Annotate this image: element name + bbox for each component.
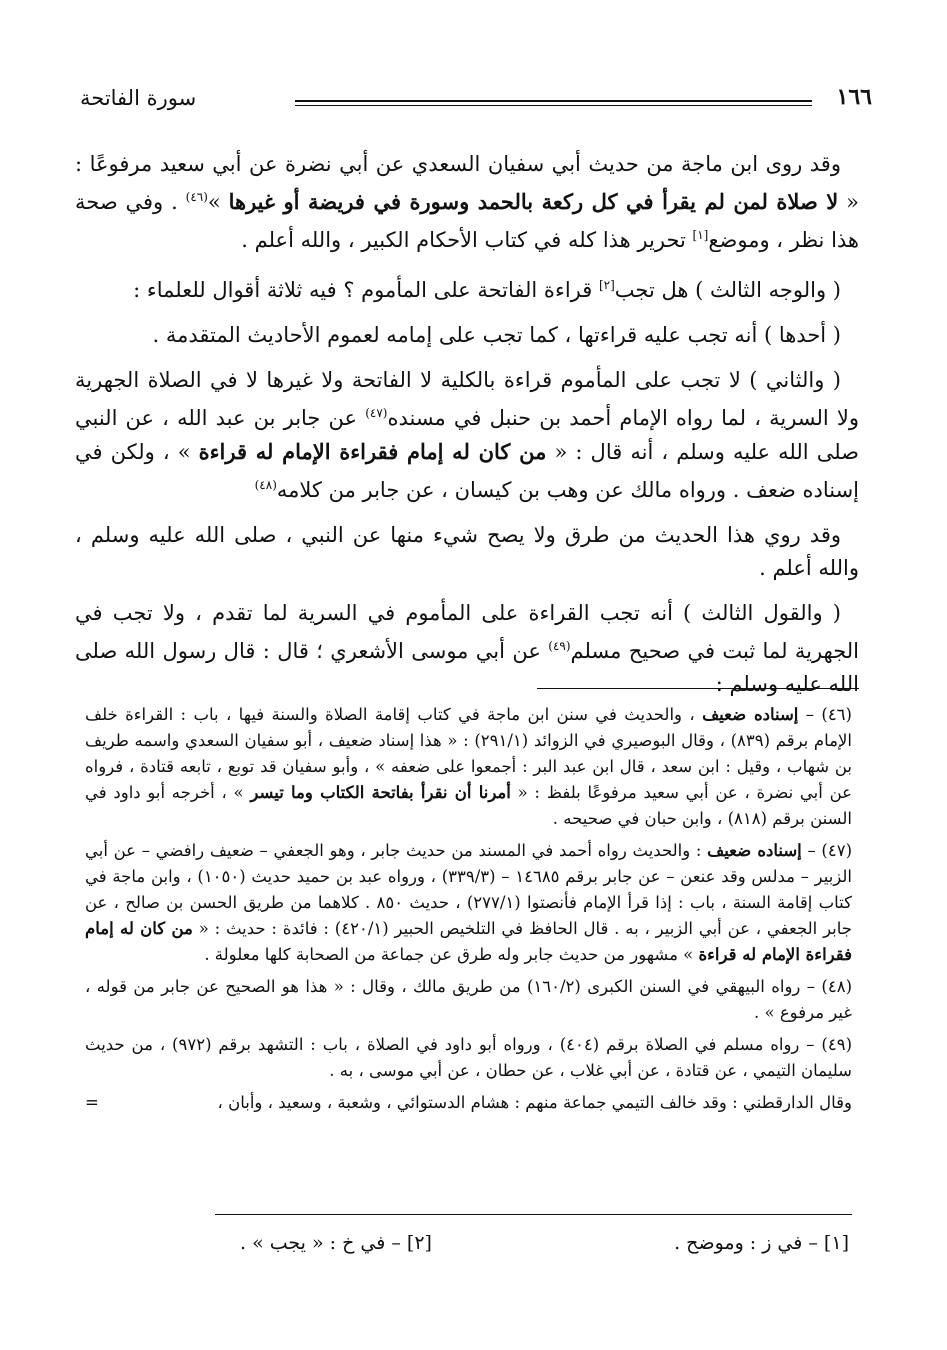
paragraph-5: وقد روي هذا الحديث من طرق ولا يصح شيء منها عن النبي ، صلى الله عليه وسلم ، والله أعلم . [75,523,859,580]
text-run: ( والقول الثالث ) أنه تجب القراءة على المأموم في السرية لما تقدم ، ولا تجب في الجهرية لما ثبت في صحيح مسلم [75,601,859,663]
paragraph-1 [75,148,859,257]
header-rule [295,100,812,102]
text-run: وقال الدارقطني : وقد خالف التيمي جماعة منهم : هشام الدستوائي ، وشعبة ، وسعيد ، وأبان ، [217,1093,852,1112]
footnotes [85,702,852,1116]
footnote-49: (٤٩) – رواه مسلم في الصلاة برقم (٤٠٤) ، ورواه أبو داود في الصلاة ، باب : التشهد برقم (٩٧٢) ، من حديث سليمان التيمي ، عن قتادة ، عن أبي غلاب ، عن حطان ، عن أبي موسى ، به . [85,1035,852,1080]
variant-ref-1[interactable]: [١] [692,228,709,242]
textual-variants [240,1232,849,1254]
text-run: » [207,190,229,214]
footnote-46 [85,702,852,832]
text-run: » مشهور من حديث جابر وله طرق عن جماعة من الصحابة كلها معلولة . [204,945,699,964]
footnote-48: (٤٨) – رواه البيهقي في السنن الكبرى (١٦٠/٢) من طريق مالك ، وقال : « هذا هو الصحيح عن جابر من قوله ، غير مرفوع » . [85,977,852,1022]
footnote-47 [85,838,852,968]
footnote-49-continued [85,1090,852,1116]
footnote-ref-49[interactable]: (٤٩) [548,639,571,653]
footnote-ref-46[interactable]: (٤٦) [185,190,208,204]
footnote-ref-47[interactable]: (٤٧) [365,406,388,420]
text-run: » ، أخرجه أبو داود في السنن برقم (٨١٨) ، وابن حبان في صحيحه . [85,783,852,828]
paragraph-4 [75,364,859,507]
page-number: ١٦٦ [836,84,872,110]
main-text [75,148,859,713]
header-rule-thin [295,105,812,106]
hadith-quote: لا صلاة لمن لم يقرأ في كل ركعة بالحمد وسورة في فريضة أو غيرها [228,189,839,214]
text-run: عن جابر بن عبد الله ، عن النبي صلى الله عليه وسلم ، أنه قال : « [75,406,859,464]
text-run: . وفي صحة هذا نظر ، وموضع [75,190,859,252]
paragraph-3: ( أحدها ) أنه تجب عليه قراءتها ، كما تجب على إمامه لعموم الأحاديث المتقدمة . [152,323,841,347]
paragraph-2 [75,269,859,307]
hadith-quote: من كان له إمام فقراءة الإمام له قراءة [85,919,852,964]
text-run: ( والثاني ) لا تجب على المأموم قراءة بالكلية لا الفاتحة ولا غيرها لا في الصلاة الجهرية ولا السرية ، لما رواه الإمام أحمد بن حنبل في مسنده [75,368,860,430]
footnote-number: (٤٧) – [801,841,853,860]
page-header [80,84,872,124]
grading: إسناده ضعيف [707,841,802,860]
surah-title: سورة الفاتحة [80,86,197,110]
variant-ref-2[interactable]: [٢] [598,278,615,292]
grading: إسناده ضعيف [702,705,799,724]
hadith-quote: أمرنا أن نقرأ بفاتحة الكتاب وما تيسر [250,783,511,802]
footnote-separator [537,688,859,689]
text-run: ، والحديث في سنن ابن ماجة في كتاب إقامة الصلاة والسنة فيها ، باب : القراءة خلف الإمام برقم (٨٣٩) ، وقال البوصيري في الزوائد (٢٩١/١) : « هذا إسناد ضعيف ، أبو سفيان السعدي واسمه طريف بن شهاب ، وقيل : ابن سعد ، قال ابن عبد البر : أجمعوا على ضعفه » ، وأبو سفيان قد توبع ، تابعه قتادة ، فرواه عن أبي نضرة ، عن أبي سعيد مرفوعًا بلفظ : « [85,705,852,802]
footnote-ref-48[interactable]: (٤٨) [254,478,277,492]
paragraph-6 [75,597,859,701]
continuation-mark: = [85,1093,99,1112]
variants-separator [215,1214,852,1215]
text-run: » ، ولكن في إسناده ضعف . ورواه مالك عن وهب بن كيسان ، عن جابر من كلامه [75,440,859,502]
variant-2: [٢] – في خ : « يجب » . [240,1232,432,1254]
text-run: ( والوجه الثالث ) هل تجب [614,278,841,302]
text-run: عن أبي موسى الأشعري ؛ قال : قال رسول الله صلى الله عليه وسلم : [75,639,859,696]
text-run: قراءة الفاتحة على المأموم ؟ فيه ثلاثة أقوال للعلماء : [133,278,599,302]
text-run: وقد روى ابن ماجة من حديث أبي سفيان السعدي عن أبي نضرة عن أبي سعيد مرفوعًا : « [75,152,860,214]
hadith-quote: من كان له إمام فقراءة الإمام له قراءة [198,439,547,464]
text-run: تحرير هذا كله في كتاب الأحكام الكبير ، والله أعلم . [241,228,693,252]
text-run: : والحديث رواه أحمد في المسند من حديث جابر ، وهو الجعفي – ضعيف رافضي – عن أبي الزبير – مدلس وقد عنعن – عن جابر برقم ١٤٦٨٥ – (٣٣٩/٣) ، ورواه عبد بن حميد حديث (١٠٥٠) ، وابن ماجة في كتاب إقامة السنة ، باب : إذا قرأ الإمام فأنصتوا (٢٧٧/١) ، حديث ٨٥٠ . كلاهما من طريق الحسن بن صالح ، عن جابر الجعفي ، عن أبي الزبير ، به . قال الحافظ في التلخيص الحبير (٤٢٠/١) : فائدة : حديث : « [85,841,853,938]
footnote-number: (٤٦) – [798,705,852,724]
variant-1: [١] – في ز : وموضح . [674,1232,849,1254]
